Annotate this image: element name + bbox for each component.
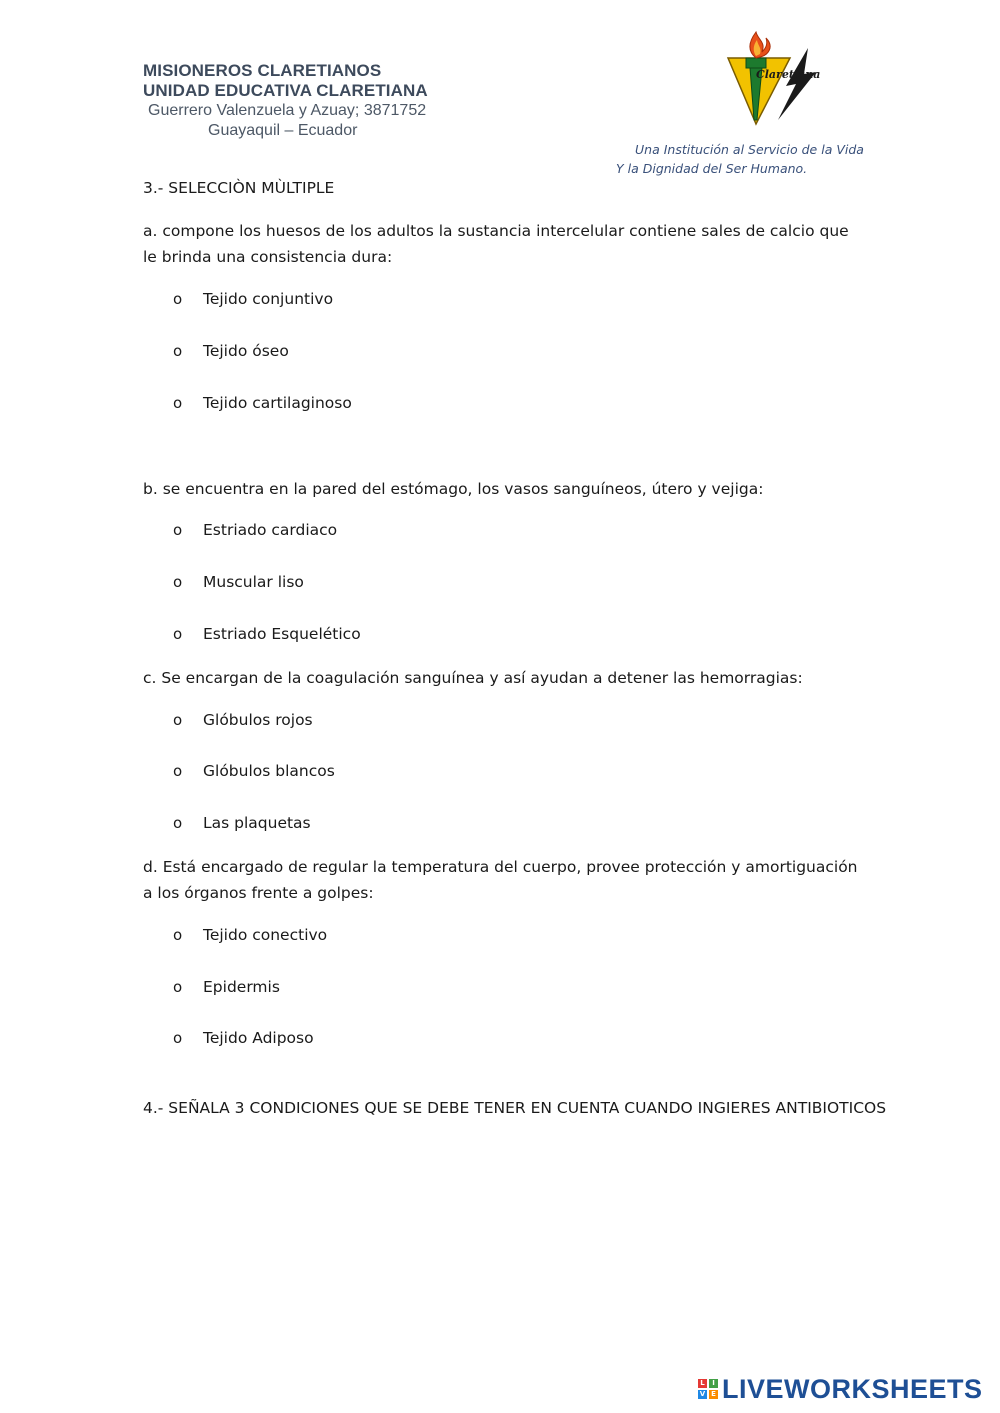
school-name: UNIDAD EDUCATIVA CLARETIANA xyxy=(143,81,428,100)
bullet-icon: o xyxy=(173,1029,183,1047)
option-a-1[interactable]: o Tejido conjuntivo xyxy=(173,290,334,308)
option-b-1[interactable]: o Estriado cardiaco xyxy=(173,521,338,539)
bullet-icon: o xyxy=(173,762,183,780)
option-d-2[interactable]: o Epidermis xyxy=(173,978,280,996)
logo-text: Claretiana xyxy=(756,68,821,81)
option-a-3[interactable]: o Tejido cartilaginoso xyxy=(173,394,352,412)
option-c-3[interactable]: o Las plaquetas xyxy=(173,814,311,832)
motto-line-1: Una Institución al Servicio de la Vida xyxy=(635,142,864,157)
option-a-2[interactable]: o Tejido óseo xyxy=(173,342,289,360)
section-3-title: 3.- SELECCIÒN MÙLTIPLE xyxy=(143,179,335,197)
bullet-icon: o xyxy=(173,814,183,832)
bullet-icon: o xyxy=(173,521,183,539)
option-c-2[interactable]: o Glóbulos blancos xyxy=(173,762,335,780)
option-b-3[interactable]: o Estriado Esquelético xyxy=(173,625,361,643)
org-name: MISIONEROS CLARETIANOS xyxy=(143,61,382,80)
liveworksheets-logo-icon: L I V E xyxy=(698,1379,720,1401)
motto-line-2: Y la Dignidad del Ser Humano. xyxy=(616,161,808,176)
option-d-1[interactable]: o Tejido conectivo xyxy=(173,926,328,944)
school-address: Guerrero Valenzuela y Azuay; 3871752 xyxy=(148,102,427,119)
bullet-icon: o xyxy=(173,394,183,412)
school-city: Guayaquil – Ecuador xyxy=(208,122,358,139)
bullet-icon: o xyxy=(173,711,183,729)
question-a: a. compone los huesos de los adultos la sustancia intercelular contiene sales de calcio que le brinda una consistencia dura: xyxy=(143,222,849,266)
bullet-icon: o xyxy=(173,978,183,996)
bullet-icon: o xyxy=(173,290,183,308)
bullet-icon: o xyxy=(173,573,183,591)
question-c: c. Se encargan de la coagulación sanguínea y así ayudan a detener las hemorragias: xyxy=(143,669,803,687)
liveworksheets-watermark: LIVEWORKSHEETS xyxy=(722,1374,983,1404)
question-b: b. se encuentra en la pared del estómago, los vasos sanguíneos, útero y vejiga: xyxy=(143,480,764,498)
bullet-icon: o xyxy=(173,625,183,643)
option-c-1[interactable]: o Glóbulos rojos xyxy=(173,711,313,729)
bullet-icon: o xyxy=(173,342,183,360)
option-b-2[interactable]: o Muscular liso xyxy=(173,573,304,591)
option-d-3[interactable]: o Tejido Adiposo xyxy=(173,1029,314,1047)
question-d: d. Está encargado de regular la temperatura del cuerpo, provee protección y amortiguación a los órganos frente a golpes: xyxy=(143,858,858,902)
bullet-icon: o xyxy=(173,926,183,944)
section-4-title: 4.- SEÑALA 3 CONDICIONES QUE SE DEBE TENER EN CUENTA CUANDO INGIERES ANTIBIOTICOS xyxy=(143,1099,887,1117)
school-logo xyxy=(720,28,830,128)
